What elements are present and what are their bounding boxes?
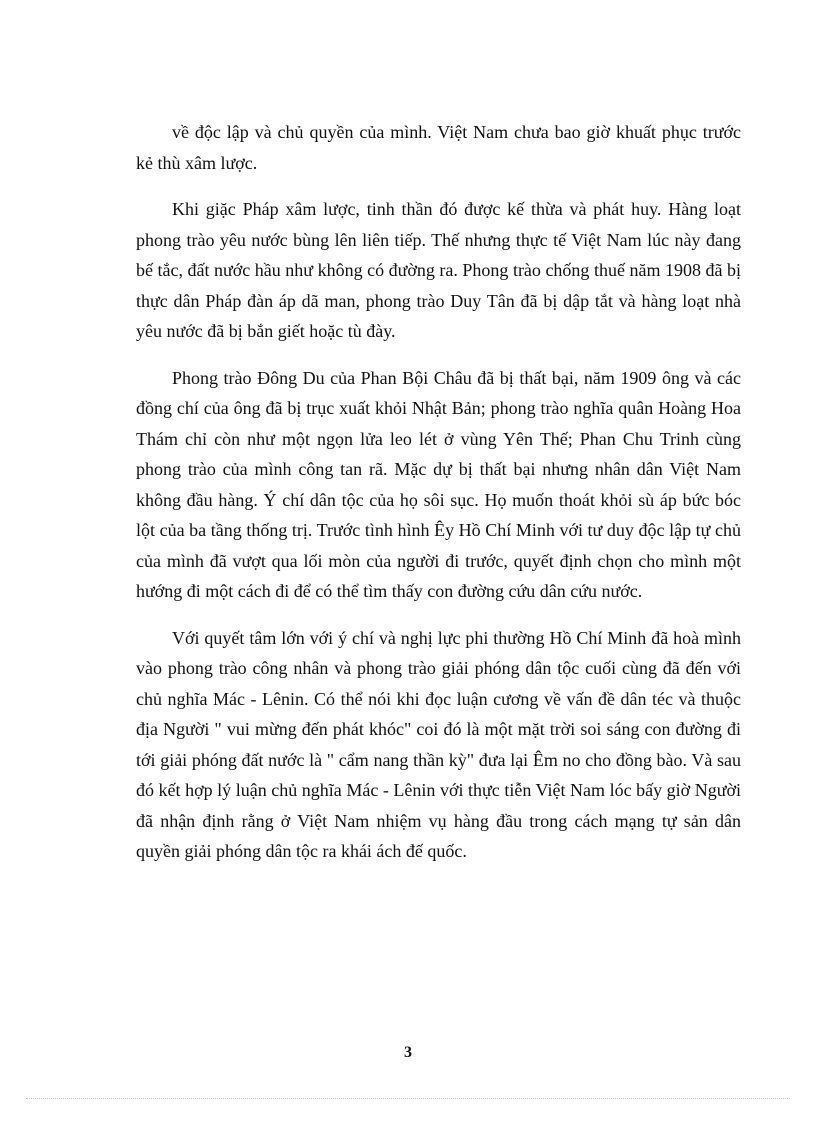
paragraph-1: về độc lập và chủ quyền của mình. Việt Nam chưa bao giờ khuất phục trước kẻ thù xâm lược. xyxy=(136,122,741,173)
page-bottom-divider xyxy=(26,1098,790,1099)
paragraph-2: Khi giặc Pháp xâm lược, tinh thần đó được kế thừa và phát huy. Hàng loạt phong trào yêu nước bùng lên liên tiếp. Thế nhưng thực tế Việt Nam lúc này đang bế tắc, đất nước hầu như không có đường ra. Phong trào chống thuế năm 1908 đã bị thực dân Pháp đàn áp dã man, phong trào Duy Tân đã bị dập tắt và hàng loạt nhà yêu nước đã bị bắn giết hoặc tù đày. xyxy=(136,199,741,341)
document-body xyxy=(136,117,741,883)
paragraph-4: Với quyết tâm lớn với ý chí và nghị lực phi thường Hồ Chí Minh đã hoà mình vào phong trào công nhân và phong trào giải phóng dân tộc cuối cùng đã đến với chủ nghĩa Mác - Lênin. Có thể nói khi đọc luận cương về vấn đề dân téc và thuộc địa Người " vui mừng đến phát khóc" coi đó là một mặt trời soi sáng con đường đi tới giải phóng đất nước là " cẩm nang thần kỳ" đưa lại Êm no cho đồng bào. Và sau đó kết hợp lý luận chủ nghĩa Mác - Lênin với thực tiễn Việt Nam lóc bấy giờ Người đã nhận định rằng ở Việt Nam nhiệm vụ hàng đầu trong cách mạng tự sản dân quyền giải phóng dân tộc ra khái ách đế quốc. xyxy=(136,627,741,861)
paragraph-3: Phong trào Đông Du của Phan Bội Châu đã bị thất bại, năm 1909 ông và các đồng chí của ông đã bị trục xuất khỏi Nhật Bản; phong trào nghĩa quân Hoàng Hoa Thám chỉ còn như một ngọn lửa leo lét ở vùng Yên Thế; Phan Chu Trinh cùng phong trào của mình công tan rã. Mặc dự bị thất bại nhưng nhân dân Việt Nam không đầu hàng. Ý chí dân tộc của họ sôi sục. Họ muốn thoát khỏi sù áp bức bóc lột của ba tầng thống trị. Trước tình hình Êy Hồ Chí Minh với tư duy độc lập tự chủ của mình đã vượt qua lối mòn của người đi trước, quyết định chọn cho mình một hướng đi một cách đi để có thể tìm thấy con đường cứu dân cứu nước. xyxy=(136,367,741,601)
page-number: 3 xyxy=(404,1044,412,1061)
